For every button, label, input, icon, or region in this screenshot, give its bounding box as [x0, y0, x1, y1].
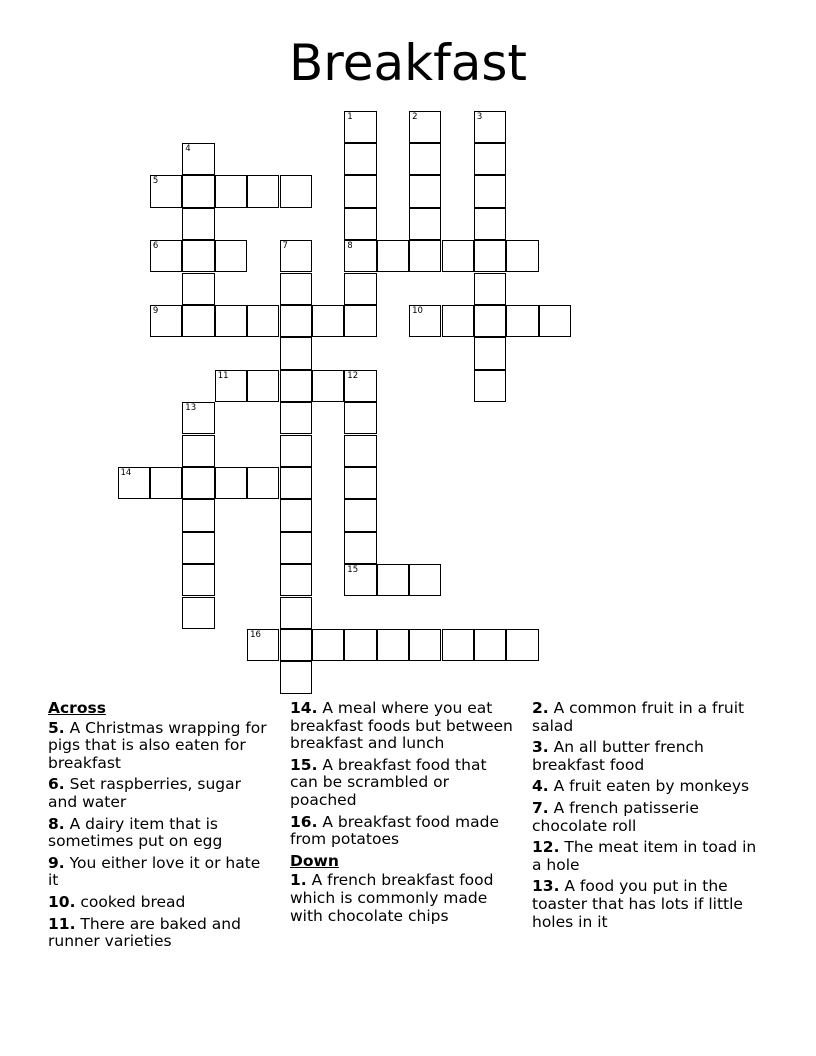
clues-column-2: [290, 700, 518, 929]
across-heading: Across: [48, 699, 106, 717]
down-heading: Down: [290, 851, 339, 870]
clue-number: 4: [185, 143, 191, 154]
grid-cell[interactable]: [409, 208, 441, 240]
grid-cell[interactable]: [280, 564, 312, 596]
grid-cell[interactable]: [344, 402, 376, 434]
grid-cell[interactable]: [280, 435, 312, 467]
grid-cell[interactable]: [215, 240, 247, 272]
down-clue-12: 12. The meat item in toad in a hole: [532, 838, 757, 874]
grid-cell[interactable]: [312, 629, 344, 661]
grid-cell[interactable]: [215, 467, 247, 499]
grid-cell[interactable]: [344, 499, 376, 531]
grid-cell[interactable]: [182, 402, 214, 434]
grid-cell[interactable]: [344, 629, 376, 661]
grid-cell[interactable]: [409, 305, 441, 337]
clues-column-3: [532, 700, 764, 935]
across-clue-9: 9. You either love it or hate it: [48, 853, 261, 890]
grid-cell[interactable]: [280, 467, 312, 499]
grid-cell[interactable]: [247, 305, 279, 337]
grid-cell[interactable]: [182, 208, 214, 240]
clue-number: 14: [120, 467, 132, 478]
grid-cell[interactable]: [344, 111, 376, 143]
grid-cell[interactable]: [474, 370, 506, 402]
grid-cell[interactable]: [150, 175, 182, 207]
grid-cell[interactable]: [280, 337, 312, 369]
grid-cell[interactable]: [280, 305, 312, 337]
grid-cell[interactable]: [474, 208, 506, 240]
grid-cell[interactable]: [280, 175, 312, 207]
grid-cell[interactable]: [409, 240, 441, 272]
clue-number: 1: [347, 111, 353, 122]
grid-cell[interactable]: [344, 370, 376, 402]
grid-cell[interactable]: [182, 564, 214, 596]
clues-column-1: [48, 700, 270, 955]
grid-cell[interactable]: [280, 370, 312, 402]
down-clue-2: 2. A common fruit in a fruit salad: [532, 699, 745, 735]
clue-number: 15: [347, 565, 359, 576]
across-clue-6: 6. Set raspberries, sugar and water: [48, 775, 242, 811]
clue-number: 9: [152, 305, 159, 316]
grid-cell[interactable]: [442, 240, 474, 272]
grid-cell[interactable]: [474, 337, 506, 369]
across-clue-16: 16. A breakfast food made from potatoes: [290, 812, 500, 849]
grid-cell[interactable]: [150, 305, 182, 337]
grid-cell[interactable]: [474, 175, 506, 207]
grid-cell[interactable]: [344, 240, 376, 272]
down-clue-7: 7. A french patisserie chocolate roll: [532, 798, 699, 835]
grid-cell[interactable]: [182, 597, 214, 629]
clue-number: 13: [185, 403, 197, 414]
grid-cell[interactable]: [506, 240, 538, 272]
grid-cell[interactable]: [344, 467, 376, 499]
across-clue-14: 14. A meal where you eat breakfast foods but between breakfast and lunch: [290, 699, 513, 753]
down-clue-4: 4. A fruit eaten by monkeys: [532, 777, 750, 796]
grid-cell[interactable]: [215, 370, 247, 402]
clue-number: 10: [412, 305, 423, 316]
grid-cell[interactable]: [409, 564, 441, 596]
grid-cell[interactable]: [182, 305, 214, 337]
grid-cell[interactable]: [344, 564, 376, 596]
grid-cell[interactable]: [312, 305, 344, 337]
grid-cell[interactable]: [506, 629, 538, 661]
grid-cell[interactable]: [474, 143, 506, 175]
grid-cell[interactable]: [182, 532, 214, 564]
grid-cell[interactable]: [280, 661, 312, 693]
clue-number: 3: [476, 111, 483, 122]
grid-cell[interactable]: [182, 273, 214, 305]
grid-cell[interactable]: [280, 402, 312, 434]
grid-cell[interactable]: [182, 240, 214, 272]
grid-cell[interactable]: [409, 143, 441, 175]
grid-cell[interactable]: [247, 629, 279, 661]
grid-cell[interactable]: [280, 532, 312, 564]
grid-cell[interactable]: [442, 629, 474, 661]
grid-cell[interactable]: [247, 467, 279, 499]
across-clue-11: 11. There are baked and runner varieties: [48, 914, 241, 951]
grid-cell[interactable]: [280, 597, 312, 629]
clue-number: 16: [250, 629, 261, 640]
puzzle-title: Breakfast: [288, 34, 527, 92]
clue-number: 2: [412, 111, 418, 122]
grid-cell[interactable]: [377, 564, 409, 596]
grid-cell[interactable]: [182, 467, 214, 499]
grid-cell[interactable]: [150, 240, 182, 272]
grid-cell[interactable]: [344, 143, 376, 175]
grid-cell[interactable]: [280, 273, 312, 305]
grid-cell[interactable]: [409, 111, 441, 143]
clue-number: 5: [152, 176, 159, 187]
across-clue-15: 15. A breakfast food that can be scrambled or poached: [290, 755, 487, 809]
clue-number: 6: [152, 241, 159, 252]
across-clue-5: 5. A Christmas wrapping for pigs that is also eaten for breakfast: [48, 718, 267, 772]
clue-number: 11: [217, 370, 229, 381]
grid-cell[interactable]: [474, 240, 506, 272]
grid-cell[interactable]: [506, 305, 538, 337]
across-clue-10: 10. cooked bread: [48, 892, 186, 911]
grid-cell[interactable]: [150, 467, 182, 499]
grid-cell[interactable]: [442, 305, 474, 337]
grid-cell[interactable]: [215, 175, 247, 207]
grid-cell[interactable]: [344, 208, 376, 240]
grid-cell[interactable]: [344, 435, 376, 467]
grid-cell[interactable]: [182, 175, 214, 207]
grid-cell[interactable]: [344, 273, 376, 305]
grid-cell[interactable]: [182, 499, 214, 531]
clue-number: 7: [282, 241, 288, 252]
grid-cell[interactable]: [118, 467, 150, 499]
grid-cell[interactable]: [539, 305, 571, 337]
grid-cell[interactable]: [247, 175, 279, 207]
grid-cell[interactable]: [280, 499, 312, 531]
down-clue-1: 1. A french breakfast food which is commonly made with chocolate chips: [290, 871, 494, 925]
grid-cell[interactable]: [474, 629, 506, 661]
grid-cell[interactable]: [182, 435, 214, 467]
grid-cell[interactable]: [474, 305, 506, 337]
grid-cell[interactable]: [377, 240, 409, 272]
grid-cell[interactable]: [377, 629, 409, 661]
grid-cell[interactable]: [344, 305, 376, 337]
grid-cell[interactable]: [215, 305, 247, 337]
grid-cell[interactable]: [280, 240, 312, 272]
grid-cell[interactable]: [474, 273, 506, 305]
grid-cell[interactable]: [344, 175, 376, 207]
clue-number: 8: [347, 241, 353, 252]
grid-cell[interactable]: [409, 629, 441, 661]
grid-cell[interactable]: [182, 143, 214, 175]
grid-cell[interactable]: [312, 370, 344, 402]
down-clue-13: 13. A food you put in the toaster that has lots if little holes in it: [532, 877, 743, 931]
across-clue-8: 8. A dairy item that is sometimes put on egg: [48, 814, 223, 851]
grid-cell[interactable]: [344, 532, 376, 564]
down-clue-3: 3. An all butter french breakfast food: [532, 738, 704, 774]
grid-cell[interactable]: [474, 111, 506, 143]
clue-number: 12: [347, 370, 359, 381]
grid-cell[interactable]: [280, 629, 312, 661]
grid-cell[interactable]: [409, 175, 441, 207]
grid-cell[interactable]: [247, 370, 279, 402]
